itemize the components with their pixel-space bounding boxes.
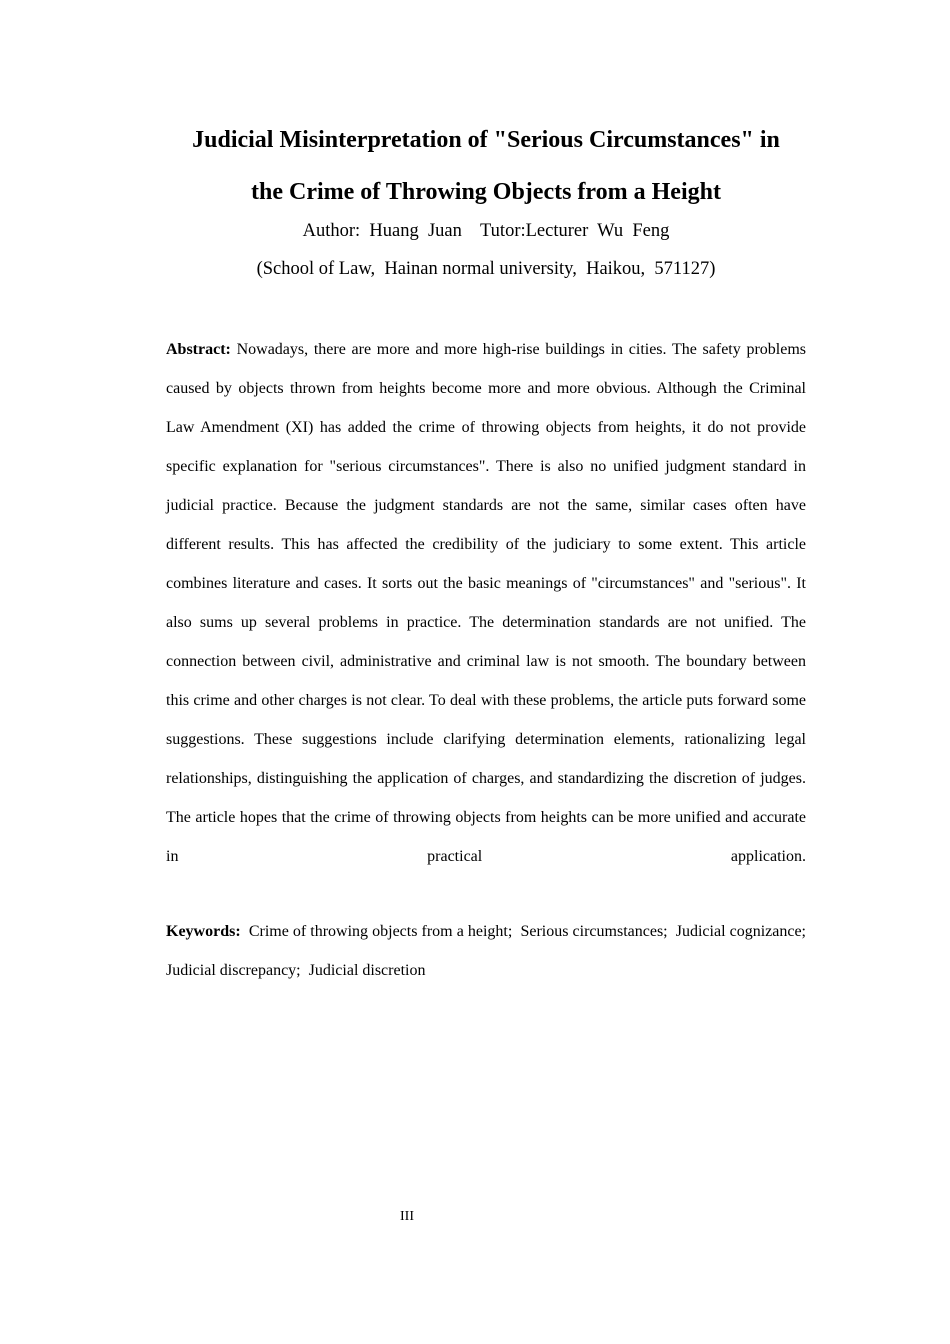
- abstract-text: Nowadays, there are more and more high-rise buildings in cities. The safety problems caused by objects thrown from heights become more and more obvious. Although the Criminal Law Amendment (XI) has added the crime of throwing objects from heights, it do not provide specific explanation for "serious circumstances". There is also no unified judgment standard in judicial practice. Because the judgment standards are not the same, similar cases often have different results. This has affected the credibility of the judiciary to some extent. This article combines literature and cases. It sorts out the basic meanings of "circumstances" and "serious". It also sums up several problems in practice. The determination standards are not unified. The connection between civil, administrative and criminal law is not smooth. The boundary between this crime and other charges is not clear. To deal with these problems, the article puts forward some suggestions. These suggestions include clarifying determination elements, rationalizing legal relationships, distinguishing the application of charges, and standardizing the discretion of judges. The article hopes that the crime of throwing objects from heights can be more unified and accurate in practical application.: [166, 341, 807, 865]
- author-line: Author: Huang Juan Tutor:Lecturer Wu Feng: [302, 221, 670, 241]
- keywords-text: Crime of throwing objects from a height; Serious circumstances; Judicial cognizance; Judicial discrepancy; Judicial discretion: [166, 923, 814, 979]
- abstract-section: [166, 330, 806, 876]
- abstract-label: Abstract:: [166, 341, 231, 358]
- page-number: III: [400, 1209, 414, 1224]
- keywords-section: [166, 912, 814, 990]
- paper-title-line-2: the Crime of Throwing Objects from a Height: [251, 179, 721, 205]
- paper-title-line-1: Judicial Misinterpretation of "Serious Circumstances" in: [192, 127, 780, 153]
- affiliation-line: (School of Law, Hainan normal university, Haikou, 571127): [256, 259, 716, 279]
- keywords-label: Keywords:: [166, 923, 241, 940]
